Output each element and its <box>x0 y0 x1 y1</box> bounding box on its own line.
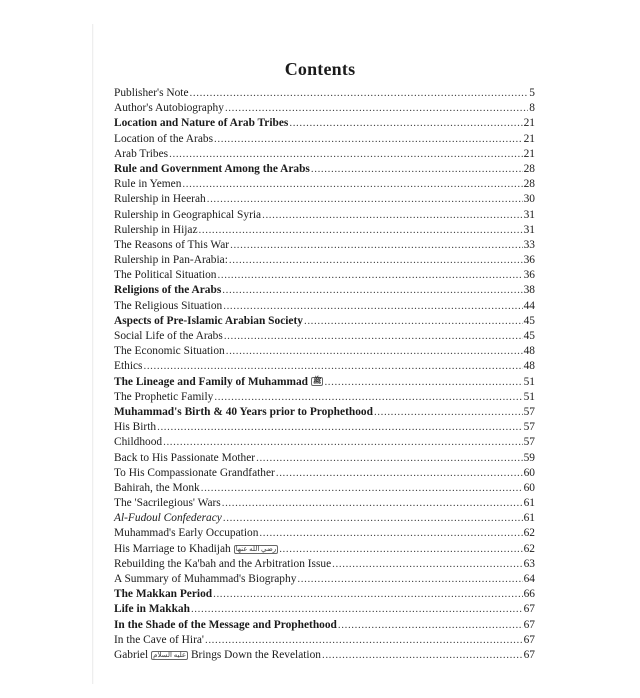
toc-entry <box>114 572 535 587</box>
toc-entry-title <box>114 283 221 298</box>
toc-page-number: 31 <box>523 208 535 221</box>
dot-leader <box>226 344 523 359</box>
toc-page-number: 48 <box>523 345 535 358</box>
dot-leader <box>205 633 523 648</box>
toc-entry <box>114 557 535 572</box>
toc-page-number: 57 <box>523 436 535 449</box>
toc-entry-title <box>114 648 321 663</box>
toc-entry-title <box>114 314 303 329</box>
toc-page-number: 66 <box>523 588 535 601</box>
dot-leader <box>222 283 522 298</box>
dot-leader <box>191 602 523 617</box>
toc-entry-title <box>114 208 261 223</box>
toc-entry-title <box>114 299 222 314</box>
dot-leader <box>322 648 523 663</box>
toc-entry-text: Author's Autobiography <box>114 102 224 115</box>
toc-entry <box>114 618 535 633</box>
toc-entry-title <box>114 633 204 648</box>
dot-leader <box>262 208 523 223</box>
dot-leader <box>297 572 522 587</box>
dot-leader <box>230 238 523 253</box>
dot-leader <box>289 116 522 131</box>
toc-page-number: 63 <box>523 557 535 570</box>
dot-leader <box>338 618 523 633</box>
toc-page-number: 67 <box>523 603 535 616</box>
toc-entry <box>114 147 535 162</box>
dot-leader <box>222 496 523 511</box>
dot-leader <box>207 192 523 207</box>
toc-entry-title <box>114 344 225 359</box>
toc-entry-title <box>114 147 168 162</box>
toc-entry-title <box>114 86 189 101</box>
toc-entry <box>114 390 535 405</box>
toc-entry-title <box>114 557 331 572</box>
honorific-glyph-icon: ﷺ <box>312 377 322 386</box>
toc-page-number: 67 <box>523 618 535 631</box>
dot-leader <box>304 314 523 329</box>
toc-entry-text: His Birth <box>114 421 157 434</box>
toc-entry-title <box>114 329 223 344</box>
toc-entry-title <box>114 420 156 435</box>
toc-page-number: 61 <box>523 512 535 525</box>
toc-entry <box>114 314 535 329</box>
toc-entry-text: Rulership in Pan-Arabia: <box>114 254 228 267</box>
dot-leader <box>276 466 523 481</box>
toc-entry-text: Rulership in Heerah <box>114 193 206 206</box>
toc-page-number: 59 <box>523 451 535 464</box>
toc-page-number: 44 <box>523 299 535 312</box>
toc-entry-title <box>114 268 217 283</box>
toc-entry <box>114 268 535 283</box>
toc-entry-text: The Prophetic Family <box>114 390 214 403</box>
toc-entry-text: Childhood <box>114 436 163 449</box>
toc-page-number: 67 <box>523 633 535 646</box>
toc-entry <box>114 481 535 496</box>
dot-leader <box>229 253 523 268</box>
toc-entry-title <box>114 390 213 405</box>
toc-page-number: 28 <box>523 178 535 191</box>
toc-entry <box>114 420 535 435</box>
toc-entry <box>114 177 535 192</box>
dot-leader <box>182 177 522 192</box>
toc-entry <box>114 633 535 648</box>
toc-entry <box>114 451 535 466</box>
toc-page-number: 28 <box>523 162 535 175</box>
toc-entry-text: In the Shade of the Message and Prophethood <box>114 618 337 631</box>
toc-entry-title <box>114 253 228 268</box>
dot-leader <box>259 526 522 541</box>
toc-entry <box>114 192 535 207</box>
toc-entry-title <box>114 375 323 390</box>
dot-leader <box>225 101 528 116</box>
toc-entry-text: Al-Fudoul Confederacy <box>114 512 222 525</box>
toc-entry-text: Religions of the Arabs <box>114 284 222 297</box>
toc-entry-title <box>114 405 373 420</box>
toc-entry <box>114 359 535 374</box>
toc-entry-title <box>114 435 162 450</box>
table-of-contents <box>114 86 535 663</box>
toc-entry-title <box>114 542 278 557</box>
toc-page-number: 38 <box>523 284 535 297</box>
toc-page-number: 36 <box>523 269 535 282</box>
toc-page-number: 36 <box>523 254 535 267</box>
toc-page-number: 33 <box>523 238 535 251</box>
toc-entry-text: A Summary of Muhammad's Biography <box>114 573 297 585</box>
toc-entry-text: The Religious Situation <box>114 299 223 312</box>
toc-entry-text: His Marriage to Khadijah <box>114 542 231 555</box>
toc-entry <box>114 116 535 131</box>
toc-entry-text: Social Life of the Arabs <box>114 330 223 342</box>
dot-leader <box>157 420 523 435</box>
toc-entry-text: Bahirah, the Monk <box>114 481 200 494</box>
toc-entry <box>114 526 535 541</box>
dot-leader <box>213 587 523 602</box>
dot-leader <box>214 390 522 405</box>
toc-page-number: 60 <box>523 481 535 494</box>
toc-page-number: 45 <box>523 330 535 342</box>
toc-page-number: 51 <box>523 390 535 403</box>
toc-entry-title <box>114 162 310 177</box>
dot-leader <box>223 511 523 526</box>
dot-leader <box>223 299 522 314</box>
dot-leader <box>256 451 523 466</box>
toc-page-number: 21 <box>523 147 535 160</box>
toc-entry-title <box>114 238 229 253</box>
toc-page-number: 61 <box>523 497 535 510</box>
toc-entry-title <box>114 466 275 481</box>
toc-page-number: 67 <box>523 648 535 661</box>
toc-page-number: 60 <box>523 466 535 479</box>
toc-entry-text: Arab Tribes <box>114 147 169 160</box>
toc-entry-text: Rulership in Hijaz <box>114 223 198 236</box>
toc-entry <box>114 132 535 147</box>
page-edge-shadow <box>92 24 94 684</box>
toc-entry <box>114 435 535 450</box>
toc-page-number: 62 <box>523 542 535 555</box>
toc-entry-title <box>114 526 258 541</box>
dot-leader <box>218 268 523 283</box>
toc-entry <box>114 238 535 253</box>
toc-entry-text: Rulership in Geographical Syria <box>114 208 262 221</box>
toc-entry <box>114 101 535 116</box>
toc-entry-text: Location of the Arabs <box>114 132 214 145</box>
toc-entry-text: Muhammad's Early Occupation <box>114 527 259 540</box>
toc-page-number: 51 <box>523 375 535 388</box>
toc-entry-title <box>114 116 288 131</box>
toc-entry-title <box>114 359 142 374</box>
toc-entry-text: Rule and Government Among the Arabs <box>114 162 310 175</box>
toc-entry-title <box>114 511 222 526</box>
toc-entry-title <box>114 481 200 496</box>
toc-entry-text: Back to His Passionate Mother <box>114 451 256 464</box>
dot-leader <box>214 132 523 147</box>
toc-entry <box>114 602 535 617</box>
toc-entry <box>114 511 535 526</box>
toc-entry-title <box>114 587 212 602</box>
toc-entry-title <box>114 223 198 238</box>
toc-entry-text: The Political Situation <box>114 269 217 282</box>
toc-entry <box>114 329 535 344</box>
toc-entry-title <box>114 572 296 587</box>
toc-entry-text: Muhammad's Birth & 40 Years prior to Prophethood <box>114 405 373 418</box>
toc-entry <box>114 223 535 238</box>
dot-leader <box>332 557 522 572</box>
toc-entry-text: Rebuilding the Ka'bah and the Arbitration Issue <box>114 557 332 570</box>
toc-entry-title <box>114 132 213 147</box>
toc-entry <box>114 283 535 298</box>
dot-leader <box>279 542 522 557</box>
toc-entry <box>114 648 535 663</box>
toc-entry-text: Life in Makkah <box>114 603 190 616</box>
toc-entry <box>114 344 535 359</box>
toc-entry-text: Publisher's Note <box>114 87 189 99</box>
toc-entry <box>114 253 535 268</box>
toc-entry-text: The 'Sacrilegious' Wars <box>114 497 221 510</box>
toc-entry-title <box>114 177 181 192</box>
honorific-glyph-icon: رضي الله عنها <box>235 544 277 553</box>
toc-entry <box>114 466 535 481</box>
toc-entry-text-suffix: Brings Down the Revelation <box>188 648 321 661</box>
toc-entry-text: In the Cave of Hira' <box>114 633 204 646</box>
toc-page-number: 57 <box>523 421 535 434</box>
toc-entry <box>114 299 535 314</box>
toc-entry-title <box>114 602 190 617</box>
honorific-glyph-icon: عليه السلام <box>153 650 187 659</box>
toc-page-number: 64 <box>523 573 535 585</box>
toc-page-number: 48 <box>523 360 535 373</box>
toc-entry <box>114 208 535 223</box>
toc-entry-title <box>114 451 255 466</box>
toc-entry-title <box>114 101 224 116</box>
toc-entry-text: Location and Nature of Arab Tribes <box>114 117 289 130</box>
toc-entry <box>114 496 535 511</box>
toc-page-number: 45 <box>523 314 535 327</box>
toc-entry <box>114 542 535 557</box>
toc-page-number: 31 <box>523 223 535 236</box>
toc-entry-text: Ethics <box>114 360 143 373</box>
toc-page-number: 62 <box>523 527 535 540</box>
toc-page-number: 21 <box>523 117 535 130</box>
toc-entry-text: To His Compassionate Grandfather <box>114 466 275 479</box>
dot-leader <box>224 329 523 344</box>
toc-page-number: 21 <box>523 132 535 145</box>
toc-entry-title <box>114 192 206 207</box>
dot-leader <box>169 147 522 162</box>
toc-entry-text: Rule in Yemen <box>114 178 182 191</box>
page-title: Contents <box>284 59 356 80</box>
dot-leader <box>201 481 523 496</box>
toc-entry-text: Gabriel <box>114 648 149 661</box>
toc-page-number: 30 <box>523 193 535 206</box>
toc-entry-text: Aspects of Pre-Islamic Arabian Society <box>114 314 303 327</box>
toc-entry <box>114 162 535 177</box>
dot-leader <box>199 223 523 238</box>
dot-leader <box>324 375 522 390</box>
toc-page-number: 57 <box>523 405 535 418</box>
toc-entry <box>114 405 535 420</box>
toc-entry-text: The Makkan Period <box>114 588 213 601</box>
toc-page-number: 5 <box>529 87 535 99</box>
toc-entry-text: The Economic Situation <box>114 345 225 358</box>
dot-leader <box>190 86 529 101</box>
dot-leader <box>143 359 522 374</box>
toc-entry-text: The Reasons of This War <box>114 238 230 251</box>
toc-entry <box>114 375 535 390</box>
dot-leader <box>311 162 523 177</box>
toc-entry <box>114 86 535 101</box>
toc-page-number: 8 <box>529 102 535 115</box>
toc-entry-text: The Lineage and Family of Muhammad <box>114 375 308 388</box>
dot-leader <box>163 435 523 450</box>
toc-entry-title <box>114 496 221 511</box>
toc-entry <box>114 587 535 602</box>
toc-entry-title <box>114 618 337 633</box>
dot-leader <box>374 405 523 420</box>
